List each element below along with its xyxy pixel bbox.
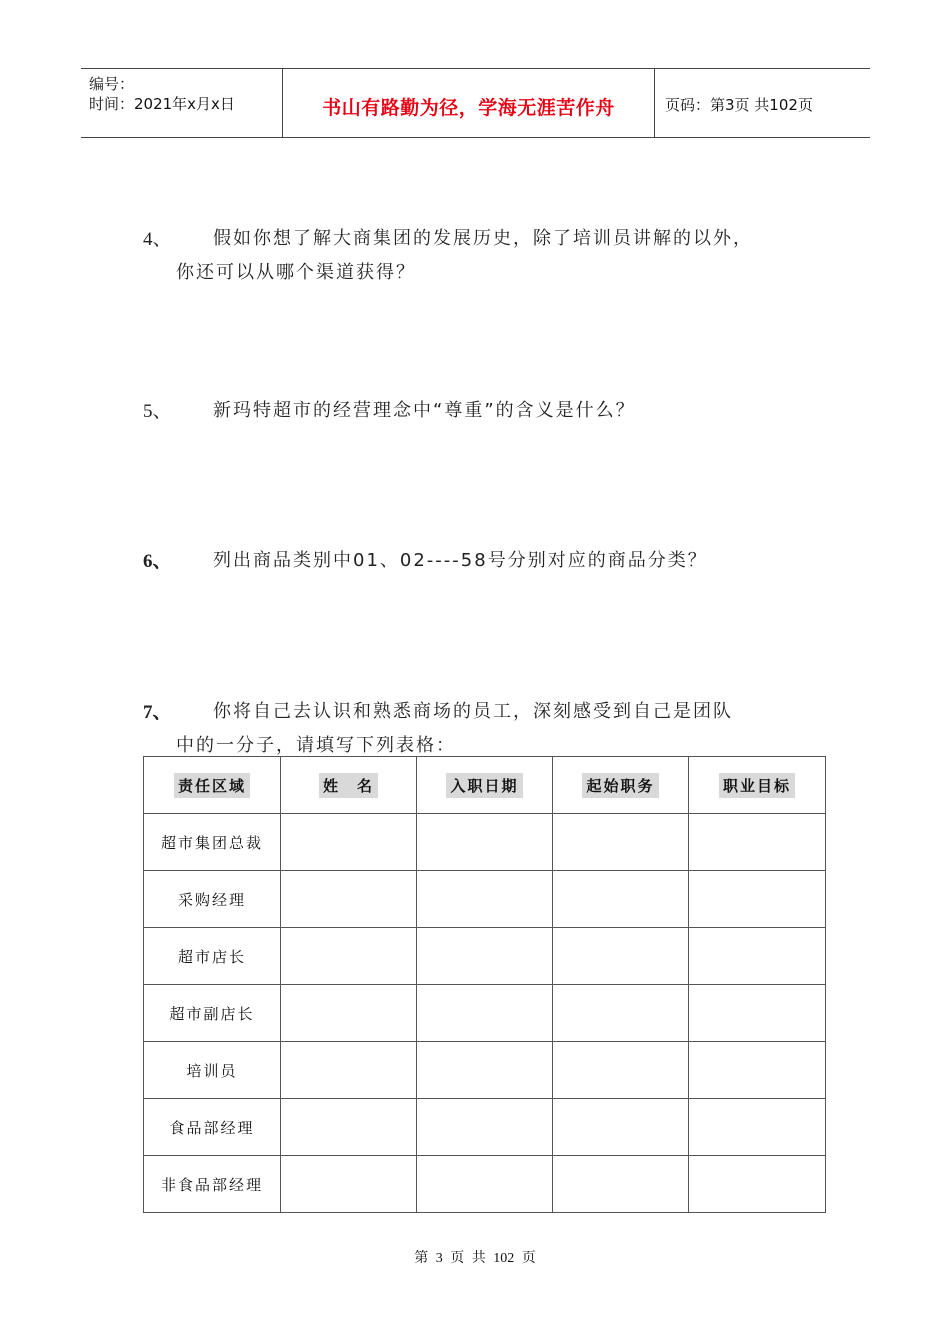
column-header-label: 责任区域 [174,773,250,798]
table-row [144,928,826,985]
column-header [417,757,553,814]
table-row [144,1156,826,1213]
fill-in-cell[interactable] [689,1099,826,1156]
staff-table [143,756,826,1213]
role-cell: 超市店长 [144,928,281,985]
column-header-label: 入职日期 [446,773,522,798]
fill-in-cell[interactable] [417,1156,553,1213]
role-cell: 培训员 [144,1042,281,1099]
fill-in-cell[interactable] [689,1156,826,1213]
header-info-cell [81,69,282,137]
role-cell: 超市集团总裁 [144,814,281,871]
fill-in-cell[interactable] [553,1042,689,1099]
fill-in-cell[interactable] [281,1156,417,1213]
column-header-label: 职业目标 [719,773,795,798]
header-motto: 书山有路勤为径，学海无涯苦作舟 [322,97,615,119]
fill-in-cell[interactable] [417,928,553,985]
fill-in-cell[interactable] [417,985,553,1042]
fill-in-cell[interactable] [281,871,417,928]
column-header [553,757,689,814]
fill-in-cell[interactable] [553,814,689,871]
table-row [144,814,826,871]
question-text-continued: 中的一分子，请填写下列表格： [176,735,456,756]
fill-in-cell[interactable] [417,1099,553,1156]
question-text: 新玛特超市的经营理念中“尊重”的含义是什么？ [213,400,636,421]
header-page-label: 页码：第3页 共102页 [665,96,813,114]
fill-in-cell[interactable] [689,871,826,928]
fill-in-cell[interactable] [417,871,553,928]
fill-in-cell[interactable] [689,814,826,871]
fill-in-cell[interactable] [281,1099,417,1156]
fill-in-cell[interactable] [553,871,689,928]
question-number: 7、 [143,702,172,723]
role-cell: 超市副店长 [144,985,281,1042]
table-row [144,1042,826,1099]
question-text-continued: 你还可以从哪个渠道获得？ [176,262,416,283]
header-time-label: 时间：2021年x月x日 [89,95,235,113]
table-row [144,871,826,928]
fill-in-cell[interactable] [689,985,826,1042]
header-page-cell [655,69,870,137]
column-header [281,757,417,814]
page-footer: 第 3 页 共 102 页 [414,1251,536,1266]
header-code-label: 编号： [89,75,135,93]
fill-in-cell[interactable] [553,928,689,985]
fill-in-cell[interactable] [417,1042,553,1099]
question-text: 假如你想了解大商集团的发展历史，除了培训员讲解的以外， [213,228,753,249]
question-text: 你将自己去认识和熟悉商场的员工，深刻感受到自己是团队 [213,701,733,722]
fill-in-cell[interactable] [281,1042,417,1099]
table-row [144,985,826,1042]
column-header-label: 起始职务 [582,773,658,798]
table-row [144,1099,826,1156]
page-header [81,68,870,138]
fill-in-cell[interactable] [281,985,417,1042]
question-number: 6、 [143,551,172,572]
question-number: 4、 [143,229,172,250]
fill-in-cell[interactable] [281,928,417,985]
fill-in-cell[interactable] [553,1156,689,1213]
fill-in-cell[interactable] [281,814,417,871]
fill-in-cell[interactable] [417,814,553,871]
fill-in-cell[interactable] [689,1042,826,1099]
fill-in-cell[interactable] [553,985,689,1042]
column-header-label: 姓 名 [319,773,378,798]
column-header [689,757,826,814]
question-number: 5、 [143,401,172,422]
question-text: 列出商品类别中01、02----58号分别对应的商品分类？ [213,550,708,571]
header-motto-cell [282,69,655,137]
role-cell: 食品部经理 [144,1099,281,1156]
fill-in-cell[interactable] [689,928,826,985]
fill-in-cell[interactable] [553,1099,689,1156]
column-header [144,757,281,814]
table-header-row [144,757,826,814]
role-cell: 非食品部经理 [144,1156,281,1213]
role-cell: 采购经理 [144,871,281,928]
